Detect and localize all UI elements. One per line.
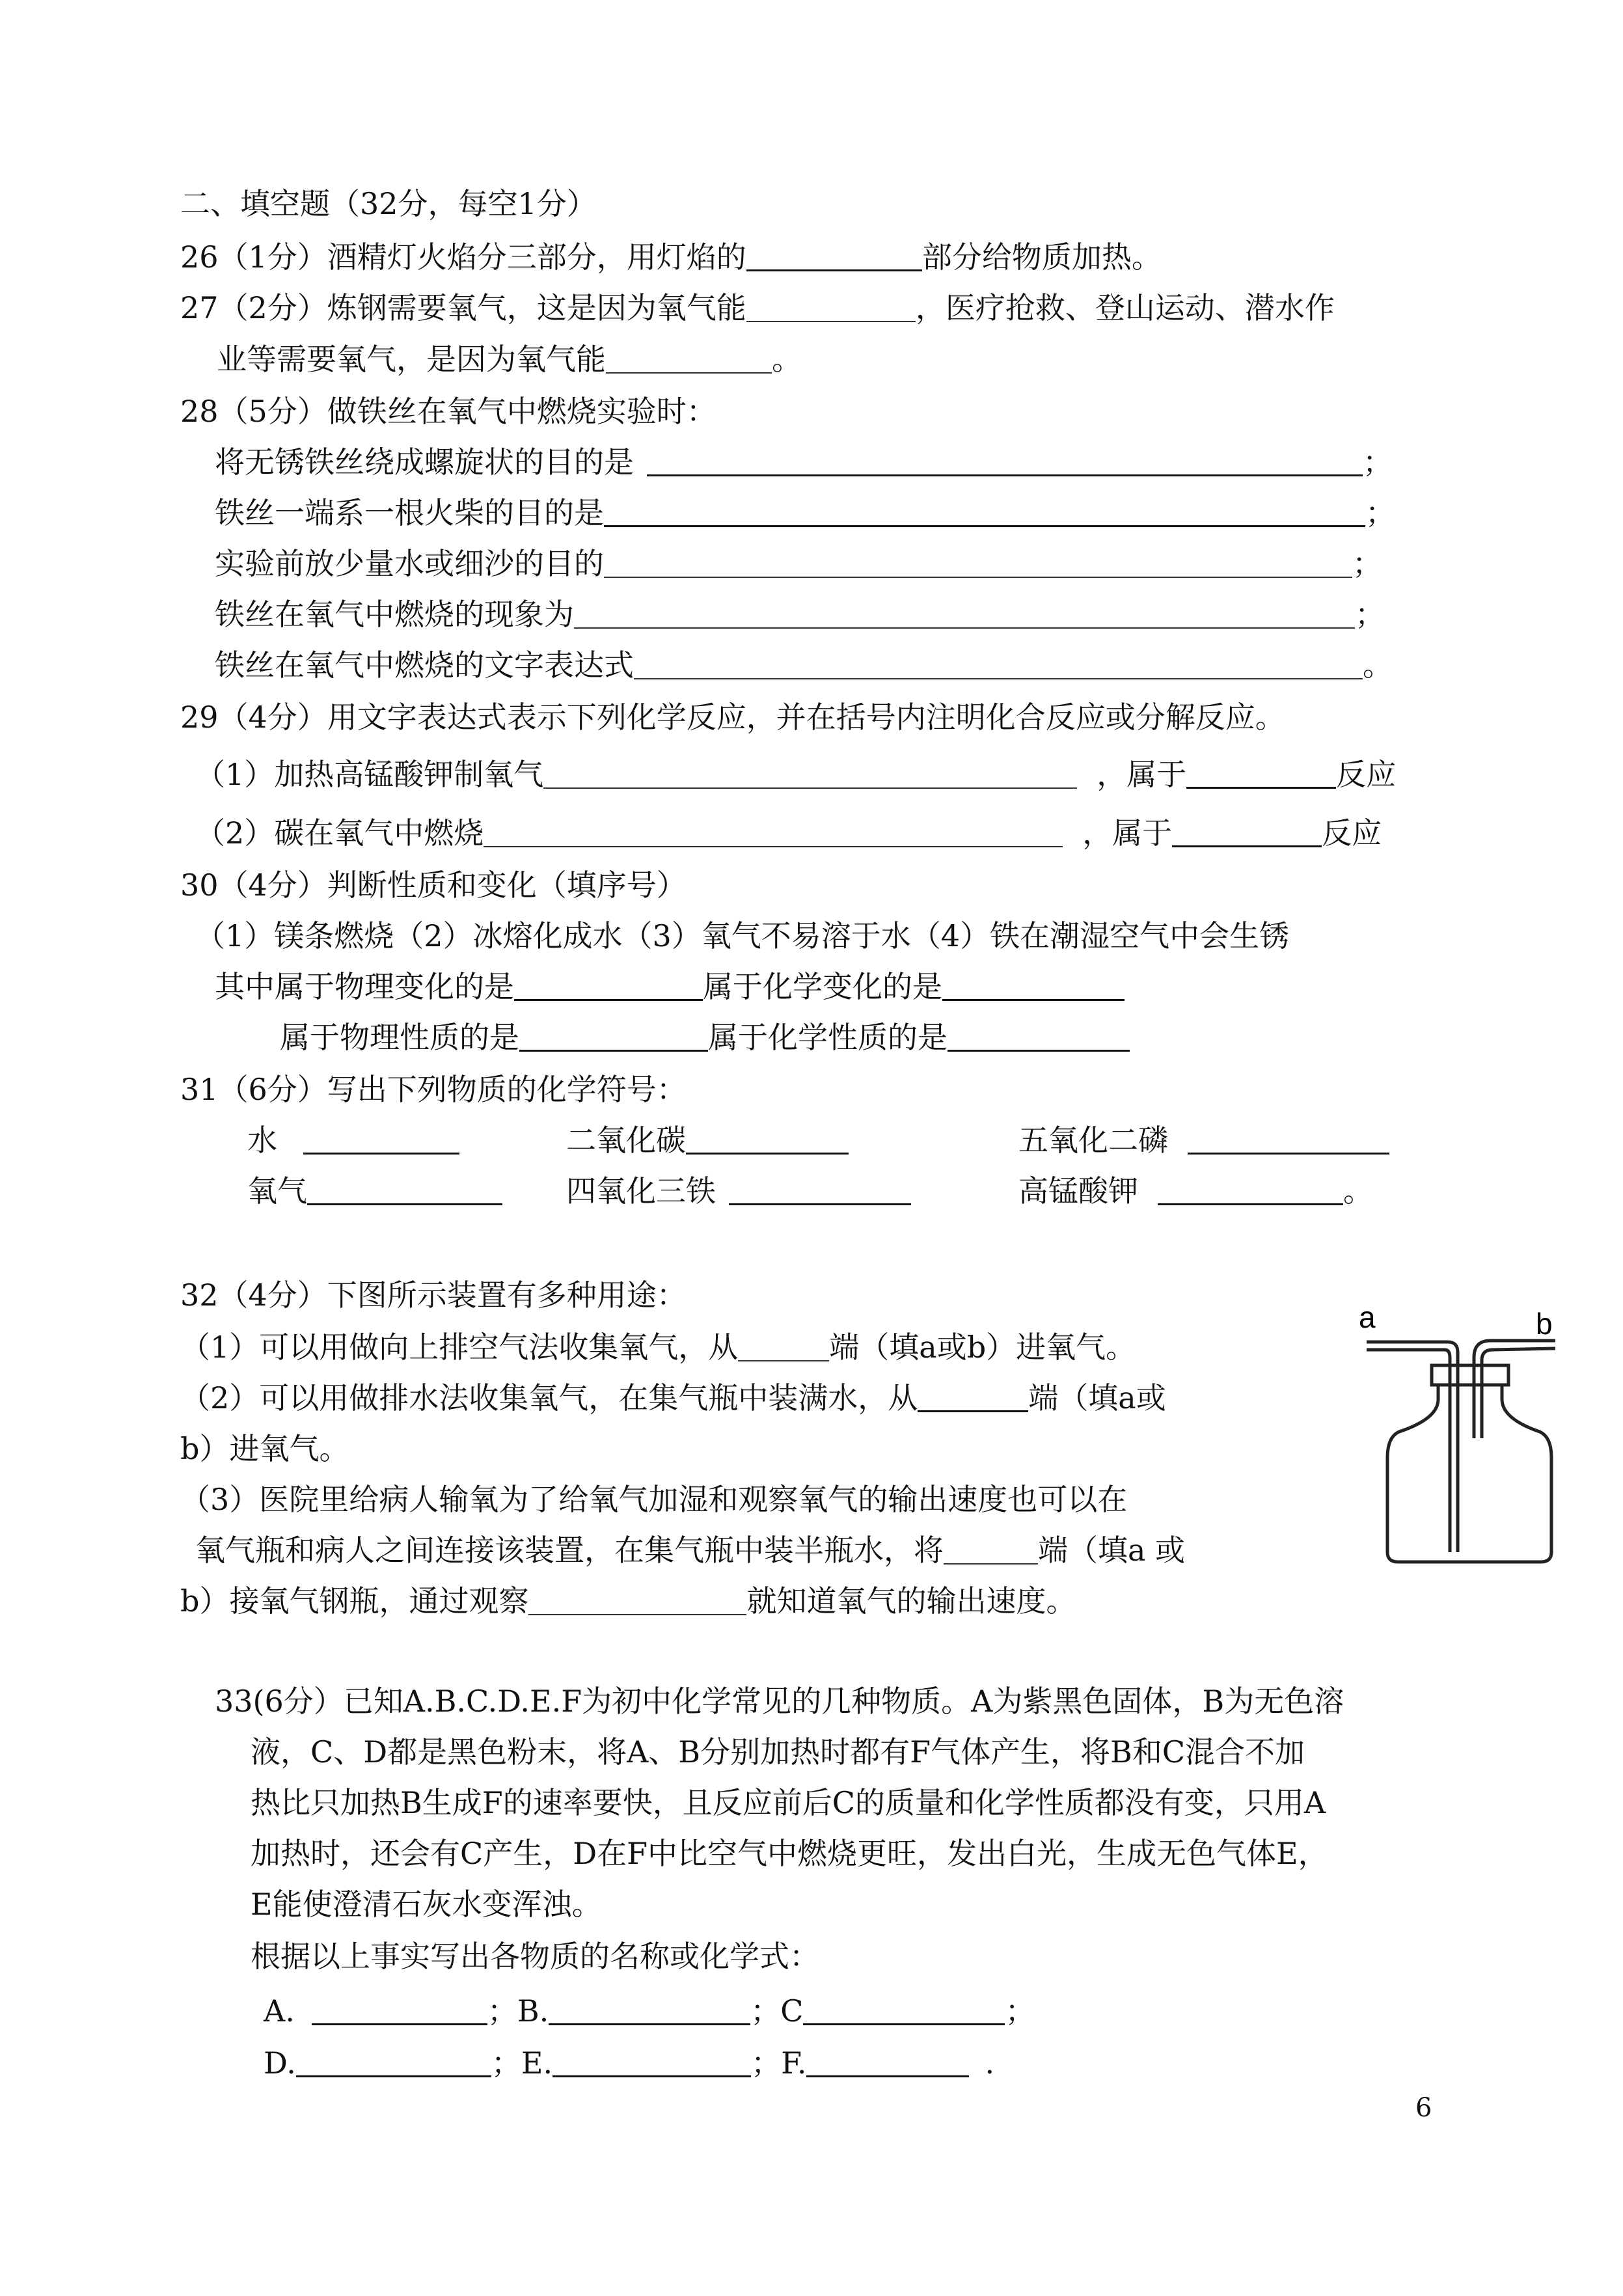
q28-blank-2[interactable]: [604, 497, 1365, 527]
q33-line-2: 液，C、D都是黑色粉末，将A、B分别加热时都有F气体产生，将B和C混合不加: [251, 1734, 1305, 1770]
q33-blank-b[interactable]: [549, 1995, 750, 2025]
q31-oxygen: [247, 1171, 502, 1210]
q27-text1: 27（2分）炼钢需要氧气，这是因为氧气能: [180, 290, 746, 325]
section-heading: 二、填空题（32分，每空1分）: [180, 186, 597, 221]
q33-row2-end: .: [985, 2045, 995, 2081]
q29-item-2-end: 反应: [1322, 815, 1382, 851]
q33-blank-f[interactable]: [806, 2047, 969, 2077]
q33-blank-a[interactable]: [312, 1995, 487, 2025]
q29-item-2: [195, 813, 1382, 853]
q31-p2o5: [1018, 1121, 1389, 1160]
q33-line-3: 热比只加热B生成F的速率要快，且反应前后C的质量和化学性质都没有变，只用A: [251, 1785, 1326, 1820]
q31-blank-1[interactable]: [303, 1124, 459, 1155]
q28-item-5-text: 铁丝在氧气中燃烧的文字表达式: [215, 648, 634, 683]
q29-item-2-mid: ，属于: [1082, 815, 1173, 851]
q30-chemical-change-label: 属于化学变化的是: [703, 969, 942, 1004]
q28-item-4: [215, 595, 1385, 634]
gas-bottle-diagram: [1341, 1295, 1588, 1568]
q30-line-1: [215, 967, 1125, 1006]
q28-item-2-end: ；: [1365, 495, 1395, 530]
q30-physical-change-label: 其中属于物理变化的是: [215, 969, 514, 1004]
q26-after: 部分给物质加热。: [921, 239, 1162, 275]
q29-item-2-text: （2）碳在氧气中燃烧: [195, 815, 484, 851]
q31-blank-6[interactable]: [1158, 1175, 1343, 1205]
q32-line-1b: 端（填a或b）进氧气。: [829, 1330, 1136, 1365]
q29-blank-1[interactable]: [543, 759, 1077, 789]
q33-blank-d[interactable]: [296, 2047, 491, 2077]
q27-blank-2[interactable]: [606, 344, 772, 374]
q32-blank-4[interactable]: [528, 1585, 746, 1615]
q31-label-5: 四氧化三铁: [566, 1173, 716, 1209]
q27-after2: 。: [772, 342, 802, 377]
q31-label-6: 高锰酸钾: [1018, 1173, 1138, 1209]
q32-line-5a: 氧气瓶和病人之间连接该装置，在集气瓶中装半瓶水，将: [195, 1533, 944, 1568]
q32-line-6: [180, 1581, 1076, 1620]
q28-item-4-text: 铁丝在氧气中燃烧的现象为: [215, 597, 574, 632]
q28-blank-3[interactable]: [604, 548, 1352, 578]
q33-line-1: 33(6分）已知A.B.C.D.E.F为初中化学常见的几种物质。A为紫黑色固体，B为无色溶: [215, 1684, 1344, 1719]
q33-line-5: E能使澄清石灰水变浑浊。: [251, 1887, 602, 1922]
q33-label-c: ；C: [750, 1993, 804, 2029]
question-27-line2: [217, 340, 802, 379]
q28-item-1: [215, 443, 1393, 482]
q27-after1: ，医疗抢救、登山运动、潜水作: [915, 290, 1335, 325]
q29-item-1-text: （1）加热高锰酸钾制氧气: [195, 757, 544, 792]
q31-end: 。: [1343, 1173, 1373, 1209]
q28-blank-1[interactable]: [647, 446, 1363, 476]
question-29-title: 29（4分）用文字表达式表示下列化学反应，并在括号内注明化合反应或分解反应。: [180, 700, 1285, 735]
q32-line-3: b）进氧气。: [180, 1431, 349, 1466]
q31-kmno4: [1018, 1171, 1373, 1210]
q28-item-2-text: 铁丝一端系一根火柴的目的是: [215, 495, 604, 530]
q33-label-f: ；F.: [751, 2045, 807, 2081]
q31-fe3o4: [566, 1171, 911, 1210]
q33-blank-e[interactable]: [552, 2047, 751, 2077]
q31-label-4: 氧气: [247, 1173, 307, 1209]
q30-blank-2[interactable]: [942, 970, 1125, 1001]
q31-label-1: 水: [247, 1123, 277, 1158]
q30-physical-property-label: 属于物理性质的是: [280, 1020, 519, 1055]
q30-blank-3[interactable]: [519, 1021, 708, 1052]
q27-text2: 业等需要氧气，是因为氧气能: [217, 342, 606, 377]
q28-item-3-end: ；: [1352, 546, 1382, 581]
q33-answer-row-1: [264, 1991, 1035, 2030]
q28-item-2: [215, 493, 1395, 532]
q26-blank[interactable]: [746, 241, 922, 271]
q29-blank-2[interactable]: [484, 817, 1063, 847]
q33-line-6: 根据以上事实写出各物质的名称或化学式：: [251, 1939, 819, 1974]
q29-item-1: [195, 755, 1396, 794]
q32-line-5: [195, 1531, 1185, 1570]
q33-answer-row-2: [264, 2043, 994, 2083]
q28-item-5: [215, 646, 1393, 685]
q32-line-2: [180, 1378, 1166, 1417]
q32-line-5b: 端（填a 或: [1038, 1533, 1186, 1568]
q30-options: （1）镁条燃烧（2）冰熔化成水（3）氧气不易溶于水（4）铁在潮湿空气中会生锈: [195, 918, 1290, 953]
q30-chemical-property-label: 属于化学性质的是: [708, 1020, 948, 1055]
q33-row1-end: ；: [1005, 1993, 1035, 2029]
q33-line-4: 加热时，还会有C产生，D在F中比空气中燃烧更旺，发出白光，生成无色气体E，: [251, 1836, 1328, 1871]
question-30-title: 30（4分）判断性质和变化（填序号）: [180, 868, 687, 903]
q26-text: 26（1分）酒精灯火焰分三部分，用灯焰的: [180, 239, 746, 275]
q32-line-2b: 端（填a或: [1028, 1380, 1166, 1415]
label-a: a: [1359, 1300, 1376, 1334]
q33-label-d: D.: [264, 2045, 296, 2081]
q33-label-a: A.: [264, 1993, 295, 2029]
q29-type-blank-1[interactable]: [1186, 758, 1336, 789]
q28-item-1-end: ；: [1363, 444, 1393, 480]
q28-item-4-end: ；: [1355, 597, 1385, 632]
q28-item-1-text: 将无锈铁丝绕成螺旋状的目的是: [215, 444, 634, 480]
bottle-outline: [1367, 1341, 1555, 1562]
q31-blank-4[interactable]: [307, 1175, 502, 1205]
q32-blank-3[interactable]: [944, 1535, 1038, 1565]
q31-co2: [566, 1121, 849, 1160]
q30-blank-1[interactable]: [514, 970, 703, 1001]
q32-line-4: （3）医院里给病人输氧为了给氧气加湿和观察氧气的输出速度也可以在: [180, 1482, 1128, 1517]
q32-line-1a: （1）可以用做向上排空气法收集氧气，从: [180, 1330, 739, 1365]
q31-water: [247, 1121, 459, 1160]
q32-blank-2[interactable]: [918, 1382, 1028, 1412]
q29-type-blank-2[interactable]: [1172, 817, 1322, 847]
q32-line-6a: b）接氧气钢瓶，通过观察: [180, 1583, 529, 1619]
q33-label-b: ；B.: [487, 1993, 549, 2029]
q30-blank-4[interactable]: [948, 1021, 1130, 1052]
q30-line-2: [280, 1018, 1130, 1057]
q31-label-2: 二氧化碳: [566, 1123, 686, 1158]
page-number: 6: [1415, 2093, 1432, 2123]
q29-item-1-end: 反应: [1336, 757, 1397, 792]
q28-blank-4[interactable]: [574, 599, 1355, 629]
label-b: b: [1536, 1307, 1553, 1341]
q31-blank-3[interactable]: [1188, 1124, 1389, 1155]
q27-blank-1[interactable]: [746, 292, 916, 322]
question-26: [180, 238, 1162, 277]
q32-line-1: [180, 1328, 1136, 1367]
q31-blank-2[interactable]: [686, 1124, 849, 1155]
q28-item-3-text: 实验前放少量水或细沙的目的: [215, 546, 604, 581]
q32-line-2a: （2）可以用做排水法收集氧气，在集气瓶中装满水，从: [180, 1380, 918, 1415]
q32-line-6b: 就知道氧气的输出速度。: [746, 1583, 1076, 1619]
q31-label-3: 五氧化二磷: [1018, 1123, 1168, 1158]
q28-item-3: [215, 544, 1382, 583]
q33-label-e: ；E.: [491, 2045, 553, 2081]
question-27-line1: [180, 288, 1335, 327]
q29-item-1-mid: ，属于: [1097, 757, 1187, 792]
question-32-title: 32（4分）下图所示装置有多种用途：: [180, 1278, 687, 1313]
question-28-title: 28（5分）做铁丝在氧气中燃烧实验时：: [180, 394, 716, 429]
q31-blank-5[interactable]: [729, 1175, 911, 1205]
q28-item-5-end: 。: [1363, 648, 1393, 683]
q32-blank-1[interactable]: [738, 1332, 829, 1361]
q33-blank-c[interactable]: [803, 1995, 1005, 2025]
question-31-title: 31（6分）写出下列物质的化学符号：: [180, 1072, 687, 1107]
q28-blank-5[interactable]: [634, 649, 1363, 679]
